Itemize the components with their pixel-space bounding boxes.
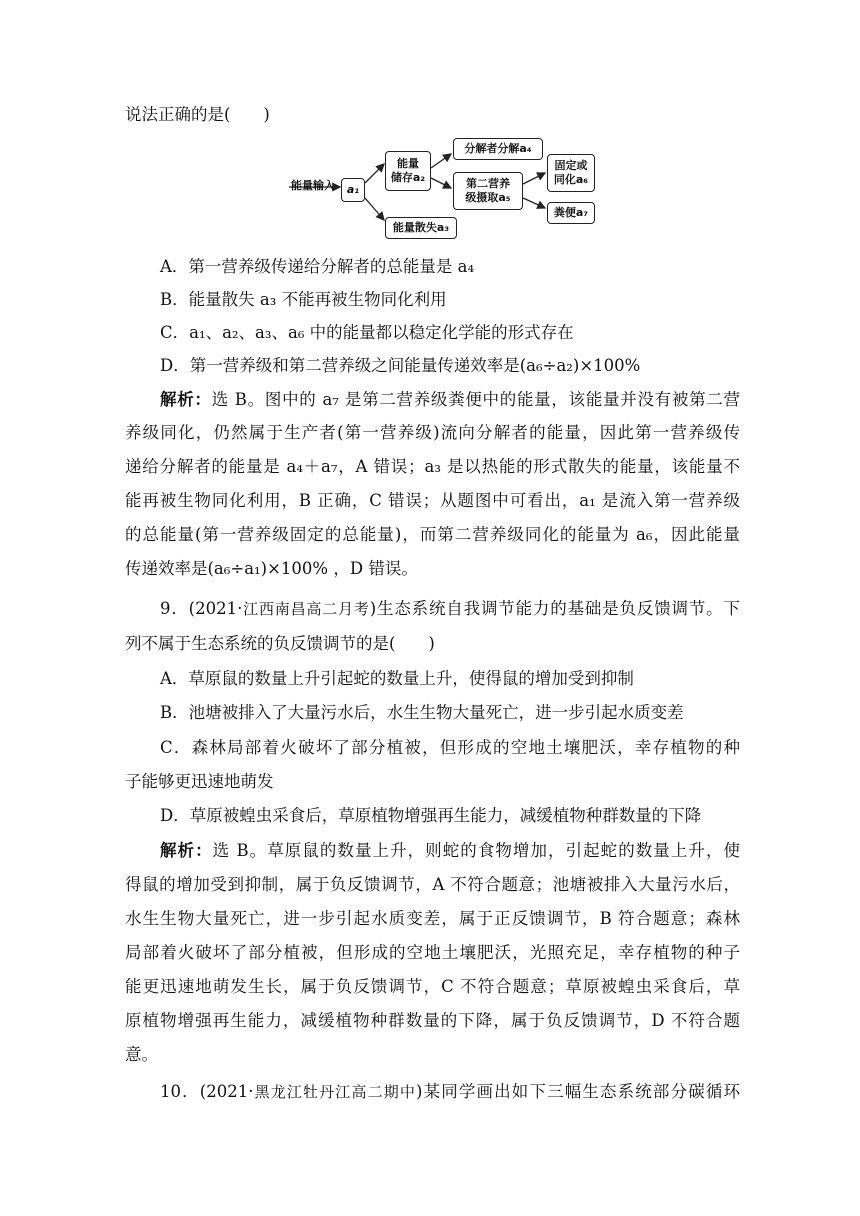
q8-analysis-line-3: 递给分解者的能量是 a₄＋a₇，A 错误；a₃ 是以热能的形式散失的能量，该能量不 xyxy=(125,457,740,476)
q10-source: 黑龙江牡丹江高二期中 xyxy=(253,1083,417,1101)
q9-option-b: B．池塘被排入了大量污水后，水生生物大量死亡，进一步引起水质变差 xyxy=(160,703,684,722)
box-assimilation xyxy=(547,154,595,192)
energy-flow-diagram xyxy=(285,128,615,248)
q9-analysis-line-6: 原植物增强再生能力，减缓植物种群数量的下降，属于负反馈调节，D 不符合题 xyxy=(125,1011,740,1030)
q10-stem-line-1 xyxy=(160,1081,740,1103)
q10-stem-rest: )某同学画出如下三幅生态系统部分碳循环 xyxy=(416,1082,740,1101)
q9-analysis-line-2: 得鼠的增加受到抑制，属于负反馈调节，A 不符合题意；池塘被排入大量污水后， xyxy=(125,875,740,894)
box-decomposer xyxy=(453,138,543,160)
q9-analysis-text-1: 选 B。草原鼠的数量上升，则蛇的食物增加，引起蛇的数量上升，使 xyxy=(212,841,741,860)
q9-analysis-label: 解析： xyxy=(160,841,213,860)
q9-stem-line-1 xyxy=(160,598,740,620)
second-level-line-1: 第二营养 xyxy=(466,177,510,190)
q9-stem-rest: )生态系统自我调节能力的基础是负反馈调节。下 xyxy=(369,599,740,618)
q8-analysis-line-2: 养级同化，仍然属于生产者(第一营养级)流向分解者的能量，因此第一营养级传 xyxy=(125,423,740,442)
q8-analysis-line-4: 能再被生物同化利用，B 正确，C 错误；从题图中可看出，a₁ 是流入第一营养级 xyxy=(125,491,740,510)
q9-option-c-line-1: C．森林局部着火破坏了部分植被，但形成的空地土壤肥沃，幸存植物的种 xyxy=(160,738,740,757)
arrow-to-assimilation xyxy=(523,173,545,184)
second-level-line-2: 级摄取a₅ xyxy=(465,191,511,204)
q9-analysis-line-5: 能更迅速地萌发生长，属于负反馈调节，C 不符合题意；草原被蝗虫采食后，草 xyxy=(125,977,740,996)
q9-option-c-line-2: 子能够更迅速地萌发 xyxy=(125,772,274,791)
loss-label: 能量散失a₃ xyxy=(392,221,450,234)
a1-label: a₁ xyxy=(346,183,360,196)
q8-analysis-line-5: 的总能量(第一营养级固定的总能量)，而第二营养级同化的能量为 a₆，因此能量 xyxy=(125,525,740,544)
feces-label: 粪便a₇ xyxy=(553,206,589,219)
q9-stem-line-2: 列不属于生态系统的负反馈调节的是( ) xyxy=(125,634,435,653)
arrow-to-loss xyxy=(365,198,384,220)
assimilation-line-2: 同化a₆ xyxy=(553,173,589,186)
q8-option-a: A．第一营养级传递给分解者的总能量是 a₄ xyxy=(160,257,475,276)
arrow-to-decomposer xyxy=(431,154,451,168)
box-second-trophic-level xyxy=(453,172,523,210)
storage-line-1: 能量 xyxy=(397,157,419,170)
q8-analysis-line-6: 传递效率是(a₆÷a₁)×100% ，D 错误。 xyxy=(125,559,418,578)
q9-option-a: A．草原鼠的数量上升引起蛇的数量上升，使得鼠的增加受到抑制 xyxy=(160,669,634,688)
q9-number: 9．(2021· xyxy=(160,599,243,618)
assimilation-line-1: 固定或 xyxy=(554,159,588,172)
q8-analysis-line-1 xyxy=(160,389,740,411)
intro-line: 说法正确的是( ) xyxy=(125,105,270,124)
q10-number: 10．(2021· xyxy=(160,1082,254,1101)
box-energy-storage xyxy=(385,151,431,191)
storage-line-2: 储存a₂ xyxy=(390,171,426,184)
q8-option-c: C．a₁、a₂、a₃、a₆ 中的能量都以稳定化学能的形式存在 xyxy=(160,323,574,342)
arrow-to-storage xyxy=(365,164,384,183)
q8-option-b: B．能量散失 a₃ 不能再被生物同化利用 xyxy=(160,290,447,309)
q8-analysis-label: 解析： xyxy=(160,390,212,409)
q9-analysis-line-1 xyxy=(160,840,740,862)
arrow-to-second-level xyxy=(431,178,451,188)
energy-input-label: 能量输入 xyxy=(291,179,335,192)
q8-analysis-text-1: 选 B。图中的 a₇ 是第二营养级粪便中的能量，该能量并没有被第二营 xyxy=(211,390,741,409)
arrow-to-feces xyxy=(523,198,545,208)
box-feces xyxy=(547,202,595,224)
q9-analysis-line-7: 意。 xyxy=(125,1045,158,1064)
box-a1 xyxy=(341,178,365,202)
q9-analysis-line-4: 局部着火破坏了部分植被，但形成的空地土壤肥沃，光照充足，幸存植物的种子 xyxy=(125,943,740,962)
q9-source: 江西南昌高二月考 xyxy=(242,600,370,618)
q9-option-d: D．草原被蝗虫采食后，草原植物增强再生能力，减缓植物种群数量的下降 xyxy=(160,806,702,825)
box-energy-loss xyxy=(385,217,457,239)
decomposer-label: 分解者分解a₄ xyxy=(464,142,532,155)
q9-analysis-line-3: 水生生物大量死亡，进一步引起水质变差，属于正反馈调节，B 符合题意；森林 xyxy=(125,909,740,928)
q8-option-d: D．第一营养级和第二营养级之间能量传递效率是(a₆÷a₂)×100% xyxy=(160,356,641,375)
